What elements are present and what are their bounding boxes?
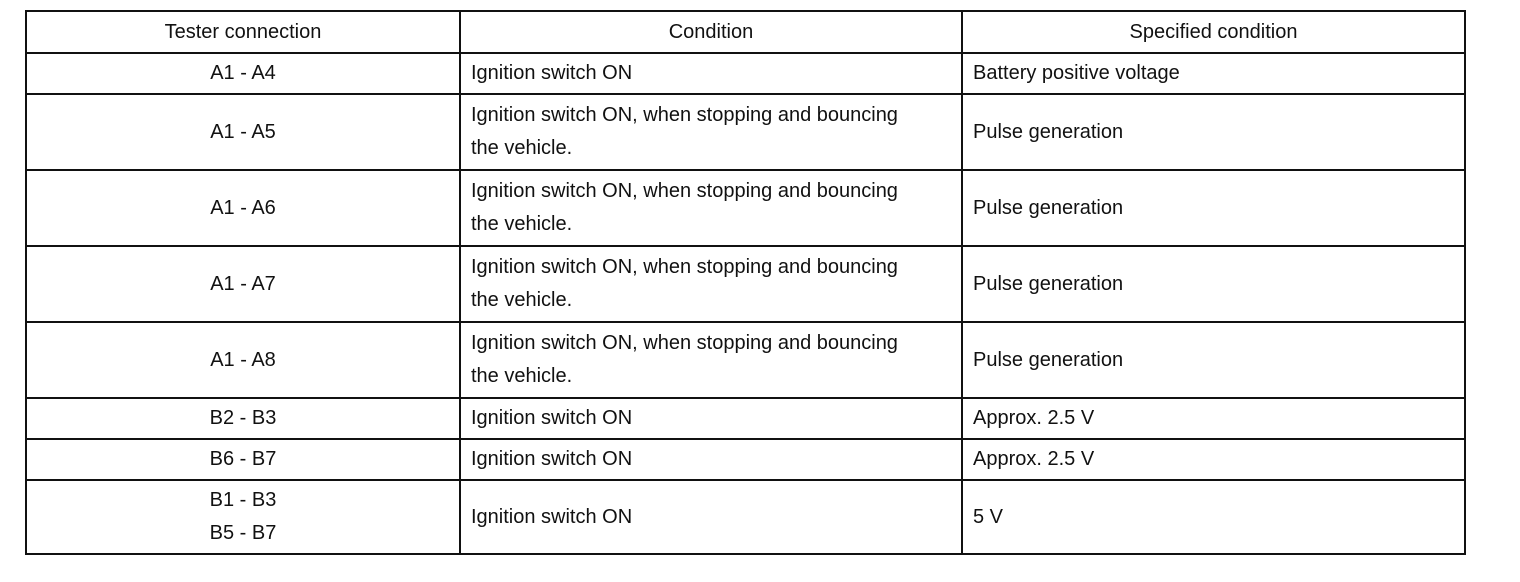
table-row (26, 94, 1465, 170)
specified-condition-cell: Pulse generation (962, 322, 1465, 398)
tester-connection-cell (26, 170, 460, 246)
specified-condition-cell: Approx. 2.5 V (962, 439, 1465, 480)
connection-text: B6 - B7 (209, 448, 277, 470)
tester-connection-cell (26, 53, 460, 94)
table-row (26, 322, 1465, 398)
tester-connection-table (25, 10, 1466, 555)
connection-text: A1 - A8 (210, 348, 276, 371)
condition-text: the vehicle. (471, 289, 573, 311)
condition-text: Ignition switch ON (471, 505, 633, 528)
specified-condition-cell: 5 V (962, 480, 1465, 554)
condition-text: the vehicle. (471, 213, 573, 235)
table-row (26, 398, 1465, 439)
header-tester-connection: Tester connection (26, 11, 460, 53)
condition-cell (460, 480, 962, 554)
tester-connection-cell (26, 322, 460, 398)
tester-connection-cell (26, 246, 460, 322)
tester-connection-cell (26, 94, 460, 170)
condition-text: Ignition switch ON (471, 62, 633, 84)
condition-text: the vehicle. (471, 365, 573, 387)
specified-condition-cell: Approx. 2.5 V (962, 398, 1465, 439)
table-row (26, 480, 1465, 554)
tester-connection-cell (26, 398, 460, 439)
connection-text: A1 - A5 (210, 120, 276, 143)
connection-text: B5 - B7 (209, 522, 277, 544)
table-row (26, 170, 1465, 246)
header-specified-condition: Specified condition (962, 11, 1465, 53)
condition-cell (460, 439, 962, 480)
connection-text: A1 - A7 (210, 272, 276, 295)
tester-connection-cell (26, 480, 460, 554)
connection-text: A1 - A4 (210, 62, 276, 84)
condition-text: Ignition switch ON, when stopping and bouncing (471, 332, 898, 354)
condition-text: Ignition switch ON (471, 448, 633, 470)
specified-condition-cell: Pulse generation (962, 170, 1465, 246)
connection-text: B1 - B3 (209, 489, 277, 511)
connection-text: A1 - A6 (210, 196, 276, 219)
specified-condition-cell: Battery positive voltage (962, 53, 1465, 94)
specified-condition-cell: Pulse generation (962, 246, 1465, 322)
condition-cell (460, 246, 962, 322)
condition-text: Ignition switch ON, when stopping and bouncing (471, 180, 898, 202)
table-row (26, 439, 1465, 480)
tester-connection-cell (26, 439, 460, 480)
condition-text: Ignition switch ON (471, 407, 633, 429)
condition-text: the vehicle. (471, 137, 573, 159)
condition-cell (460, 53, 962, 94)
condition-cell (460, 170, 962, 246)
table-row (26, 53, 1465, 94)
table-header-row (26, 11, 1465, 53)
condition-text: Ignition switch ON, when stopping and bouncing (471, 104, 898, 126)
specified-condition-cell: Pulse generation (962, 94, 1465, 170)
condition-text: Ignition switch ON, when stopping and bouncing (471, 256, 898, 278)
condition-cell (460, 322, 962, 398)
header-condition: Condition (460, 11, 962, 53)
table-row (26, 246, 1465, 322)
condition-cell (460, 94, 962, 170)
condition-cell (460, 398, 962, 439)
connection-text: B2 - B3 (209, 407, 277, 429)
